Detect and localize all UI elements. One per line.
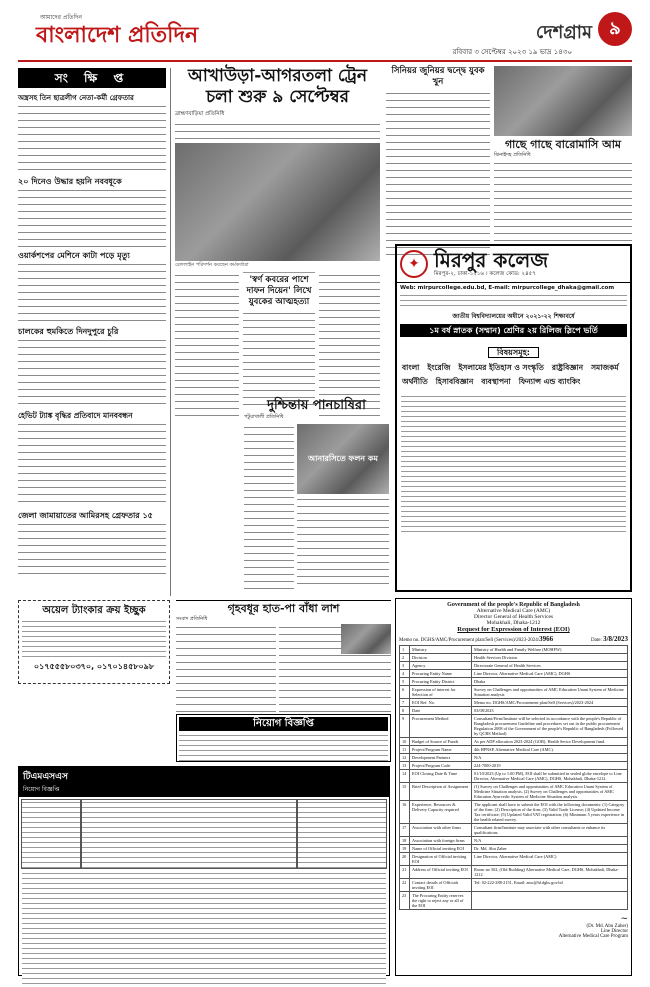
- eoi-director: Director General of Health Services: [473, 614, 554, 620]
- eoi-row: [400, 783, 628, 801]
- eoi-row-key: Name of Official inviting EOI: [410, 845, 472, 853]
- brief-item[interactable]: [18, 511, 166, 577]
- brief-title: জেলা জামায়াতের আমিরসহ গ্রেফতার ১৫: [18, 511, 153, 520]
- eoi-row: [400, 707, 628, 715]
- eoi-row-number: 15: [400, 783, 410, 801]
- eoi-row-value: N/A: [472, 837, 628, 845]
- college-banner: ১ম বর্ষ স্নাতক (সম্মান) শ্রেণির ২য় রিলিজ স্লিপে ভর্তি: [400, 324, 627, 337]
- eoi-row-value: Memo no. DGHS/AMC/Procurement plan/Sell (Services)/2023-2024: [472, 699, 628, 707]
- eoi-row-value: Line Director, Alternative Medical Care (AMC), DGHS: [472, 670, 628, 678]
- lead-photo: [175, 143, 380, 261]
- story3-content: [244, 398, 389, 594]
- eoi-row-number: 19: [400, 845, 410, 853]
- eoi-row-number: 18: [400, 837, 410, 845]
- subject-item: ব্যবস্থাপনা: [481, 377, 511, 386]
- story2-byline: ঝিনাইদহ প্রতিনিধি: [494, 152, 531, 158]
- recruit-body: [179, 733, 388, 761]
- newspaper-logo[interactable]: বাংলাদেশ প্রতিদিন: [36, 22, 199, 48]
- eoi-row-number: 14: [400, 770, 410, 783]
- story2-kicker-body: [386, 90, 490, 256]
- subject-item: রাষ্ট্রবিজ্ঞান: [551, 363, 584, 372]
- logo-tagline: আমাদের প্রতিদিন: [40, 14, 82, 21]
- story3-inset: আনারসিতে ফলন কম: [308, 453, 378, 463]
- tmss-header: টিএমএসএস: [23, 772, 68, 782]
- brief-item[interactable]: [18, 411, 166, 507]
- eoi-row: [400, 853, 628, 866]
- story3-body-right: [297, 496, 389, 590]
- college-web[interactable]: Web: mirpurcollege.edu.bd, E-mail: mirpurcollege_dhaka@gmail.com: [400, 285, 615, 291]
- eoi-row-key: Brief Description of Assignment: [410, 783, 472, 801]
- eoi-row-number: 20: [400, 853, 410, 866]
- eoi-row-number: 6: [400, 686, 410, 699]
- college-tagline: জাতীয় বিশ্ববিদ্যালয়ের অধীনে ২০২১-২২ শিক্ষাবর্ষে: [452, 313, 575, 320]
- eoi-row-value: Survey on Challenges and opportunities of AMC Education Unani System of Medicine Situation analysis: [472, 686, 628, 699]
- eoi-row-number: 10: [400, 738, 410, 746]
- eoi-row-number: 1: [400, 646, 410, 654]
- eoi-row-value: Ministry of Health and Family Welfare (MOHFW): [472, 646, 628, 654]
- college-name: মিরপুর কলেজ: [434, 248, 549, 272]
- eoi-sign-office: Alternative Medical Care Program: [558, 934, 628, 939]
- eoi-row: [400, 824, 628, 837]
- eoi-row-number: 9: [400, 715, 410, 738]
- eoi-title: Request for Expression of Interest (EOI): [457, 626, 570, 633]
- eoi-row: [400, 738, 628, 746]
- eoi-date: 3/8/2023: [603, 635, 628, 643]
- eoi-gov: Government of the people's Republic of Bangladesh: [447, 602, 580, 608]
- tanker-ad-phone[interactable]: ০১৭৫৫৫৮০৩৭০, ০১৭০১৪৫৮০৯৮: [33, 662, 155, 671]
- subject-item: ফিন্যান্স এন্ড ব্যাংকিং: [518, 377, 581, 386]
- college-seal-icon: ✦: [400, 250, 428, 278]
- eoi-row: [400, 715, 628, 738]
- eoi-row: [400, 646, 628, 654]
- eoi-row-number: 13: [400, 762, 410, 770]
- subject-item: সমাজকর্ম: [591, 363, 619, 372]
- eoi-row: [400, 845, 628, 853]
- subject-item: অর্থনীতি: [402, 377, 428, 386]
- brief-body: [18, 261, 166, 323]
- mango-photo: [494, 66, 632, 136]
- eoi-row-key: Division: [410, 654, 472, 662]
- eoi-row-key: Expression of interest for Selection of: [410, 686, 472, 699]
- brief-title: হেভিট ট্যাঙ্ক বৃদ্ধির প্রতিবাদে মানববন্ধন: [18, 411, 133, 420]
- eoi-row: [400, 686, 628, 699]
- section-label: দেশগ্রাম: [535, 22, 592, 43]
- eoi-row-value: As per ADP allocation 2023-2024 (GOB), Health Sector Development fund.: [472, 738, 628, 746]
- eoi-row-value: 224-7000-2019: [472, 762, 628, 770]
- eoi-row: [400, 670, 628, 678]
- eoi-row: [400, 762, 628, 770]
- tmss-table-col3: [297, 799, 387, 869]
- signature-icon: ~: [620, 914, 628, 924]
- eoi-row-key: Procuring Entity District: [410, 678, 472, 686]
- eoi-row-value: (1) Survey on Challenges and opportunities of AMC Education Unani System of Medicine Situation analysis. (2) Survey on Challenges and opportunities of AMC Education Ayurvedic System of Medicine Situation analysis.: [472, 783, 628, 801]
- story4-body-left: [176, 624, 276, 712]
- story3-byline: পটুয়াখালী প্রতিনিধি: [244, 414, 284, 420]
- subject-item: ইংরেজি: [427, 363, 451, 372]
- brief-title: ২০ দিনেও উদ্ধার হয়নি নববধূকে: [18, 177, 122, 186]
- subjects-list: [397, 360, 630, 392]
- tanker-ad[interactable]: [18, 600, 170, 684]
- eoi-row-key: Address of Official inviting EOI: [410, 866, 472, 879]
- story4-byline: সংবাদ প্রতিনিধি: [176, 616, 208, 622]
- eoi-row-number: 8: [400, 707, 410, 715]
- eoi-sign-name: (Dr. Md. Abu Zaher): [586, 924, 628, 929]
- eoi-row-value: 4th HPNSP, Alternative Medical Care (AMC).: [472, 746, 628, 754]
- lead-intro: [175, 121, 380, 139]
- college-address: মিরপুর-২, ঢাকা-১২১৬ । কলেজ কোড: ২৪৫৭: [434, 271, 536, 277]
- eoi-memo-no: 3966: [539, 635, 554, 643]
- tmss-table-col2: [81, 799, 297, 869]
- eoi-row-value: Room no 502, (Old Building) Alternative Medical Care, DGHS, Mohakhali, Dhaka-1212: [472, 866, 628, 879]
- eoi-row-value: [472, 892, 628, 910]
- eoi-row: [400, 892, 628, 910]
- story4-photo: [341, 624, 391, 654]
- date-line: রবিবার ৩ সেপ্টেম্বর ২০২৩ ১৯ ভাদ্র ১৪৩০: [452, 48, 572, 56]
- brief-title: ওয়ার্কশপের মেশিনে কাটা পড়ে মৃত্যু: [18, 251, 130, 260]
- brief-body: [18, 337, 166, 407]
- eoi-row-key: EOI Closing Date & Time: [410, 770, 472, 783]
- subject-item: বাংলা: [402, 363, 420, 372]
- eoi-row-value: The applicant shall have to submit the EOI with the following documents: (1) Category of the firm; (2) Description of the firm; (3) Valid Trade License; (4) Updated Income Tax certificate; (5) Updated Valid VAT registration; (6) Minimum 5 years experience in the health related survey.: [472, 801, 628, 824]
- eoi-row-key: Experience, Resources & Delivery Capacity required: [410, 801, 472, 824]
- brief-body: [18, 421, 166, 507]
- eoi-row: [400, 662, 628, 670]
- eoi-row-number: 4: [400, 670, 410, 678]
- lead-byline: ব্রাহ্মণবাড়িয়া প্রতিনিধি: [175, 111, 225, 117]
- eoi-row: [400, 678, 628, 686]
- eoi-memo: Memo no. DGHS/AMC/Procurement plan/Sell (Services)/2023-2024/: [399, 638, 540, 643]
- eoi-row-key: Agency: [410, 662, 472, 670]
- eoi-row-key: Development Partners: [410, 754, 472, 762]
- eoi-row: [400, 654, 628, 662]
- briefs-column: [18, 68, 166, 598]
- college-instructions: [401, 394, 626, 534]
- eoi-row-number: 3: [400, 662, 410, 670]
- subjects-header: বিষয়সমূহ:: [488, 347, 539, 358]
- eoi-row-value: Directorate General of Health Services: [472, 662, 628, 670]
- recruit-title: নিয়োগ বিজ্ঞপ্তি: [179, 717, 388, 731]
- tanker-ad-title: অয়েল ট্যাংকার ক্রয় ইচ্ছুক: [42, 605, 146, 616]
- eoi-row-value: N/A: [472, 754, 628, 762]
- eoi-row: [400, 699, 628, 707]
- brief-body: [18, 521, 166, 577]
- eoi-row-number: 11: [400, 746, 410, 754]
- lead-headline[interactable]: আখাউড়া-আগরতলা ট্রেন চলা শুরু ৯ সেপ্টেম্বর: [188, 66, 367, 107]
- eoi-city: Mohakhali, Dhaka-1212: [486, 620, 541, 626]
- eoi-row-number: 2: [400, 654, 410, 662]
- recruit-ad[interactable]: [176, 714, 391, 762]
- tmss-notice[interactable]: [18, 766, 390, 976]
- eoi-row-key: Procuring Entity Name: [410, 670, 472, 678]
- eoi-row-number: 17: [400, 824, 410, 837]
- masthead: [18, 6, 632, 62]
- eoi-notice[interactable]: Government of the people's Republic of Bangladesh Alternative Medical Care (AMC) Director General of Health Services Mohakhali, Dhaka-1212 Request for Expression of Interest (EOI) Memo no. DGHS/AMC/Procurement plan/Sell (Services)/2023-2024/3966 Date: 3/8/2023 1 Ministry Ministry of Health and Family Welfare (MOHFW) 2 Division Health Services Division 3 Agency Directorate General of Health Services 4 Procuring Entity Name Line Director, Alternative Medical Care (AMC), DGHS 5 Procuring Entity District Dhaka 6 Expression of interest for Selection of Survey on Challenges and opportunities of AMC Education Unani System of Medicine Situation analysis 7 EOI Ref. No. Memo no. DGHS/AMC/Procurement plan/Sell (Services)/2023-2024 8 Date 03/08/2023 9 Procurement Method Consultant/Firm/Institute will be selected in accordance with the people's Republic of Bangladesh procurement Guideline and procedures set out in the public procurement Regulation 2008 of the Government of the people's Republic of Bangladesh (Followed by QCBS Method) 10 Budget of Source of Funds As per ADP allocation 2023-2024 (GOB), Health Sector Development fund. 11 Project/Program Name 4th HPNSP, Alternative Medical Care (AMC). 12 Development Partners N/A 13 Project/Program Code 224-7000-2019 14 EOI Closing Date & Time 01/10/2023 (Up to 1:00 PM), EOI shall be submitted in sealed globe envelope to Line Director, Alternative Medical Care (AMC), DGHS, Mohakhali, Dhaka-1212. 15 Brief Description of Assignment (1) Survey on Challenges and opportunities of AMC Education Unani System of Medicine Situation analysis. (2) Survey on Challenges and opportunities of AMC Education Ayurvedic System of Medicine Situation analysis. 16 Experience, Resources & Delivery Capacity required The applicant shall have to submit the EOI with the following documents: (1) Category of the firm; (2) Description of the firm; (3) Valid Trade License; (4) Updated Income Tax certificate; (5) Updated Valid VAT registration; (6) Minimum 5 years experience in the health related survey. 17 Association with other firms Consultant firm/Institute may associate with other consultants to enhance its qualifications. 18 Association with foreign firms N/A 19 Name of Official inviting EOI Dr. Md. Abu Zaher 20 Designation of Official inviting EOI Line Director, Alternative Medical Care (AMC) 21 Address of Official inviting EOI Room no 502, (Old Building) Alternative Medical Care, DGHS, Mohakhali, Dhaka-1212 22 Contact details of Officials inviting EOI Tel: 02-222-288-2151, Email: amc@ld.dghs.gov.bd 23 The Procuring Entity reserves the right to reject any or all of the EOI ~ (Dr. Md. Abu Zaher) Line Director Alternative Medical Care Program: [395, 598, 632, 976]
- eoi-row-key: Date: [410, 707, 472, 715]
- eoi-row: [400, 866, 628, 879]
- eoi-row-key: Project/Program Code: [410, 762, 472, 770]
- eoi-sign-title: Line Director: [600, 929, 628, 934]
- tmss-table-col1: [21, 799, 81, 869]
- eoi-row: [400, 770, 628, 783]
- eoi-row-value: Health Services Division: [472, 654, 628, 662]
- eoi-row: [400, 754, 628, 762]
- eoi-row-key: Ministry: [410, 646, 472, 654]
- brief-title: অস্ত্রসহ তিন ছাত্রলীগ নেতা-কর্মী গ্রেফতার: [18, 94, 134, 102]
- lead-photo-caption: রেললাইন পরিদর্শন করছেন কর্মকর্তারা: [175, 262, 249, 268]
- brief-item[interactable]: [18, 94, 166, 173]
- eoi-row-value: Dhaka: [472, 678, 628, 686]
- brief-item[interactable]: [18, 177, 166, 247]
- eoi-office: Alternative Medical Care (AMC): [476, 608, 551, 614]
- story-mango: [386, 66, 632, 242]
- eoi-row-value: 01/10/2023 (Up to 1:00 PM), EOI shall be submitted in sealed globe envelope to Line Director, Alternative Medical Care (AMC), DGHS, Mohakhali, Dhaka-1212.: [472, 770, 628, 783]
- eoi-row-key: Designation of Official inviting EOI: [410, 853, 472, 866]
- college-ad[interactable]: [395, 244, 632, 592]
- eoi-row-value: Tel: 02-222-288-2151, Email: amc@ld.dghs.gov.bd: [472, 879, 628, 892]
- eoi-row: [400, 746, 628, 754]
- story2-headline[interactable]: গাছে গাছে বারোমাসি আম: [504, 138, 622, 151]
- eoi-row: [400, 837, 628, 845]
- tanker-ad-body: [22, 619, 166, 659]
- eoi-row-number: 7: [400, 699, 410, 707]
- eoi-row-value: Consultant/Firm/Institute will be selected in accordance with the people's Republic of Bangladesh procurement Guideline and procedures set out in the public procurement Regulation 2008 of the Government of the people's Republic of Bangladesh (Followed by QCBS Method): [472, 715, 628, 738]
- brief-item[interactable]: [18, 327, 166, 407]
- story-housewife: [176, 600, 391, 712]
- brief-title: চালকের হুমকিতে দিনদুপুরে চুরি: [18, 327, 119, 336]
- eoi-row-key: EOI Ref. No.: [410, 699, 472, 707]
- eoi-row-key: Project/Program Name: [410, 746, 472, 754]
- story3-photo: [297, 424, 389, 494]
- tmss-body: [22, 871, 386, 987]
- eoi-row-key: Association with foreign firms: [410, 837, 472, 845]
- eoi-row: [400, 879, 628, 892]
- eoi-row-number: 23: [400, 892, 410, 910]
- lead-body-col1: [175, 272, 239, 416]
- eoi-row-key: Budget of Source of Funds: [410, 738, 472, 746]
- subject-item: ইসলামের ইতিহাস ও সংস্কৃতি: [458, 363, 544, 372]
- eoi-row-value: Line Director, Alternative Medical Care (AMC): [472, 853, 628, 866]
- eoi-row-key: Procurement Method: [410, 715, 472, 738]
- eoi-row-key: The Procuring Entity reserves the right to reject any or all of the EOI: [410, 892, 472, 910]
- story3-body-left: [244, 424, 294, 592]
- story4-headline[interactable]: গৃহবধূর হাত-পা বাঁধা লাশ: [227, 602, 340, 615]
- college-notes: [400, 293, 627, 309]
- eoi-row-number: 16: [400, 801, 410, 824]
- eoi-table: [399, 645, 628, 910]
- eoi-row-number: 5: [400, 678, 410, 686]
- story3-headline[interactable]: দুশ্চিন্তায় পানচাষিরা: [267, 398, 366, 413]
- eoi-row-key: Association with other firms: [410, 824, 472, 837]
- brief-body: [18, 103, 166, 173]
- page-number: ৯: [598, 12, 632, 46]
- eoi-row-key: Contact details of Officials inviting EOI: [410, 879, 472, 892]
- story2-kicker[interactable]: সিনিয়র জুনিয়র দ্বন্দ্বে যুবক খুন: [391, 66, 485, 87]
- story2-body: [494, 160, 632, 244]
- subject-item: হিসাববিজ্ঞান: [435, 377, 474, 386]
- eoi-row-number: 12: [400, 754, 410, 762]
- eoi-row: [400, 801, 628, 824]
- brief-item[interactable]: [18, 251, 166, 323]
- eoi-row-number: 21: [400, 866, 410, 879]
- brief-body: [18, 187, 166, 247]
- eoi-row-value: 03/08/2023: [472, 707, 628, 715]
- eoi-row-value: Dr. Md. Abu Zaher: [472, 845, 628, 853]
- eoi-row-number: 22: [400, 879, 410, 892]
- lead-subhead[interactable]: 'স্বর্ণ কবরের পাশে দাফন দিয়েন' লিখে যুবকের আত্মহত্যা: [243, 272, 315, 308]
- briefs-header: সং ক্ষি প্ত: [18, 68, 166, 88]
- tmss-sub: নিয়োগ বিজ্ঞপ্তি: [23, 786, 60, 793]
- eoi-row-value: Consultant firm/Institute may associate with other consultants to enhance its qualifications.: [472, 824, 628, 837]
